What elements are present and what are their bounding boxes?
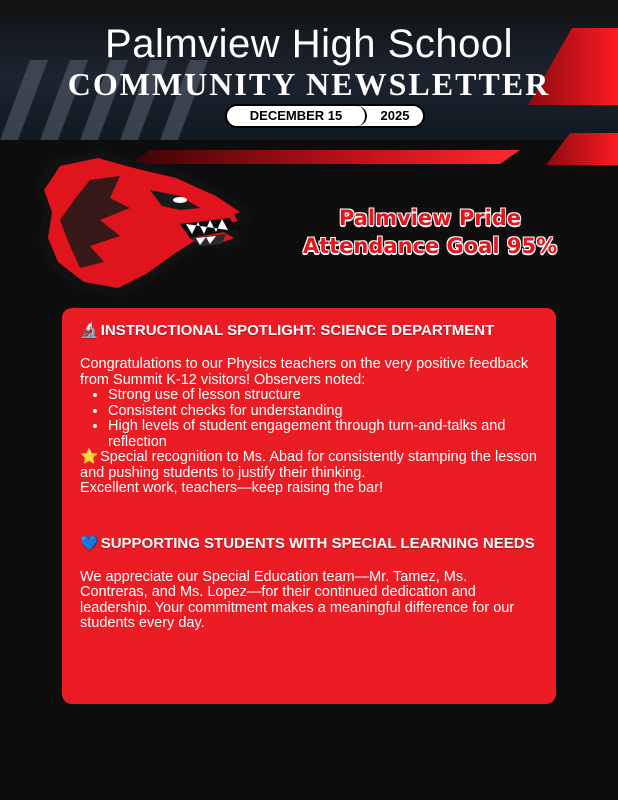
special-needs-heading [80,535,538,552]
list-item: • Strong use of lesson structure [108,388,538,404]
newsletter-title: COMMUNITY NEWSLETTER [67,66,551,102]
school-name: Palmview High School [105,22,513,66]
list-item: • Consistent checks for understanding [108,404,538,420]
special-needs-body: We appreciate our Special Education team—Mr. Tamez, Ms. Contreras, and Ms. Lopez—for their continued dedication and leadership. Your commitment makes a meaningful difference for our students every day. [80,568,515,631]
date-pill [225,104,425,128]
star-icon: ⭐ [80,449,99,465]
recognition-text [80,450,538,481]
attendance-goal-banner [270,204,590,260]
pride-line-2: Attendance Goal 95% [302,234,558,258]
special-needs-heading-text: SUPPORTING STUDENTS WITH SPECIAL LEARNING NEEDS [100,534,535,552]
wolf-mascot-icon [30,150,260,300]
blue-heart-icon: 💙 [80,534,99,552]
recognition-body: Special recognition to Ms. Abad for consistently stamping the lesson and pushing students to justify their thinking. [80,449,537,481]
microscope-icon: 🔬 [80,322,99,339]
spotlight-heading-text: INSTRUCTIONAL SPOTLIGHT: SCIENCE DEPARTMENT [100,322,495,339]
pride-line-1: Palmview Pride [338,206,522,230]
list-item: • High levels of student engagement through turn-and-talks and reflection [108,419,538,450]
content-card [62,308,556,704]
spotlight-intro: Congratulations to our Physics teachers on the very positive feedback from Summit K-12 visitors! Observers noted: [80,356,529,388]
date-label: DECEMBER 15 [227,106,367,126]
year-label: 2025 [380,108,410,123]
spotlight-heading [80,322,538,339]
closing-text: Excellent work, teachers—keep raising the bar! [80,480,384,496]
observations-list [80,388,538,450]
